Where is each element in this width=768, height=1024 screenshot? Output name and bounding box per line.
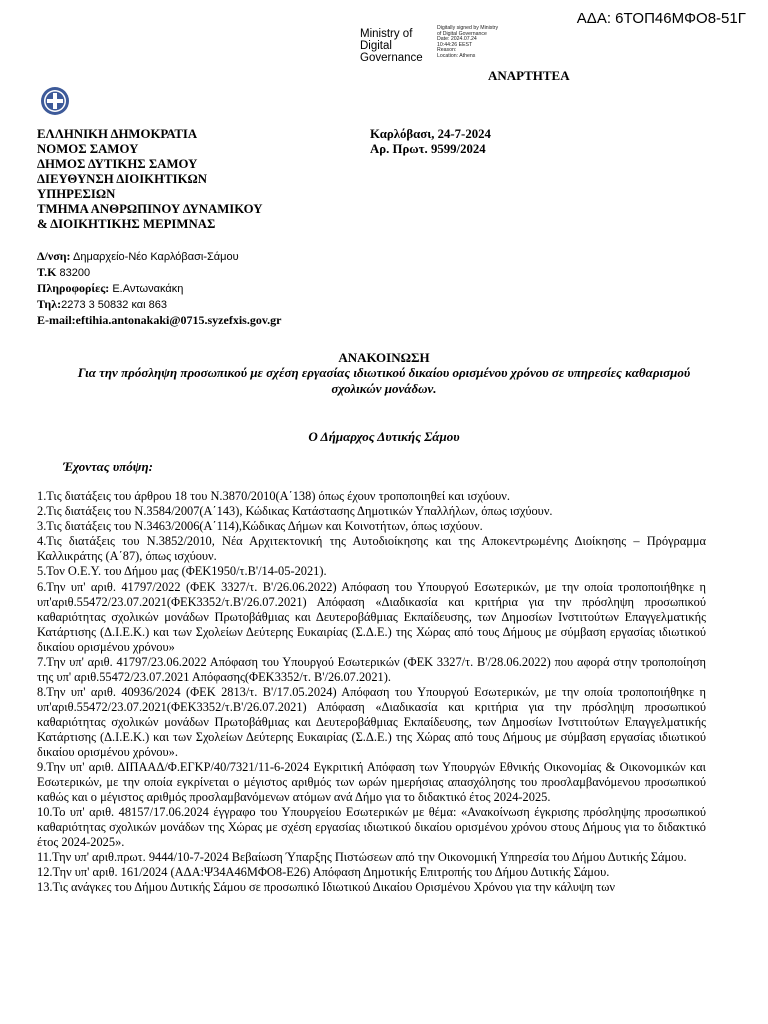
digital-signature: Digitally signed by Ministry of Digital Governance Date: 2024.07.24 10:44:26 EEST Reason: Location: Athens	[437, 25, 499, 59]
considering-heading: Έχοντας υπόψη:	[63, 459, 153, 474]
ministry-logo-text: Ministry of Digital Governance	[360, 28, 423, 64]
ada-code: ΑΔΑ: 6ΤΟΠ46ΜΦΟ8-51Γ	[576, 10, 746, 27]
publication-label: ΑΝΑΡΤΗΤΕΑ	[488, 68, 570, 83]
list-item: 7.Την υπ' αριθ. 41797/23.06.2022 Απόφαση του Υπουργού Εσωτερικών (ΦΕΚ 3327/τ. Β'/28.06.2022) που αφορά στην τροποποίηση της υπ' αριθ.55472/23.07.2021 Απόφασης(ΦΕΚ3352/τ. Β'/26.07.2021).	[37, 655, 706, 684]
list-item: 12.Την υπ' αριθ. 161/2024 (ΑΔΑ:Ψ34Α46ΜΦΟ8-Ε26) Απόφαση Δημοτικής Επιτροπής του Δήμου Δυτικής Σάμου.	[37, 865, 610, 879]
list-item: 3.Τις διατάξεις του Ν.3463/2006(Α΄114),Κώδικας Δήμων και Κοινοτήτων, όπως ισχύουν.	[37, 519, 483, 533]
list-item: 6.Την υπ' αριθ. 41797/2022 (ΦΕΚ 3327/τ. Β'/26.06.2022) Απόφαση του Υπουργού Εσωτερικών, με την οποία τροποποιήθηκε η υπ'αριθ.55472/23.07.2021(ΦΕΚ3352/τ.Β'/26.07.2021) Απόφαση «Διαδικασία και κριτήρια για την πρόσληψη προσωπικού καθαριότητας σχολικών μονάδων Πρωτοβάθμιας και Δευτεροβάθμιας Εκπαίδευσης, των Δημοσίων Ινστιτούτων Επαγγελματικής Κατάρτισης (Δ.Ι.Ε.Κ.) και των Σχολείων Δεύτερης Ευκαιρίας (Σ.Δ.Ε.) της Χώρας από τους Δήμους με σύμβαση εργασίας ιδιωτικού δικαίου ορισμένου χρόνου»	[37, 580, 706, 654]
list-item: 13.Τις ανάγκες του Δήμου Δυτικής Σάμου σε προσωπικό Ιδιωτικού Δικαίου Ορισμένου Χρόνου για την κάλυψη των	[37, 880, 615, 894]
considerations-list	[37, 489, 706, 895]
list-item: 2.Τις διατάξεις του Ν.3584/2007(Α΄143), Κώδικας Κατάστασης Δημοτικών Υπαλλήλων, όπως ισχύουν.	[37, 504, 553, 518]
contact-details: Δ/νση: Δημαρχείο-Νέο Καρλόβασι-Σάμου Τ.Κ 83200 Πληροφορίες: Ε.Αντωνακάκη Τηλ:2273 3 50832 και 863 E-mail:eftihia.antonakaki@0715.syzefxis.gov.gr	[37, 249, 282, 327]
protocol-number: Αρ. Πρωτ. 9599/2024	[370, 142, 486, 156]
document-subtitle: Για την πρόσληψη προσωπικού με σχέση εργασίας ιδιωτικού δικαίου ορισμένου χρόνου σε υπηρεσίες καθαρισμού σχολικών μονάδων.	[77, 365, 691, 396]
list-item: 8.Την υπ' αριθ. 40936/2024 (ΦΕΚ 2813/τ. Β'/17.05.2024) Απόφαση του Υπουργού Εσωτερικών, με την οποία τροποποιήθηκε η υπ'αριθ.55472/23.07.2021(ΦΕΚ3352/τ.Β'/26.07.2021) Απόφαση «Διαδικασία και κριτήρια για την πρόσληψη προσωπικού καθαριότητας σχολικών μονάδων Πρωτοβάθμιας και Δευτεροβάθμιας Εκπαίδευσης, των Δημοσίων Ινστιτούτων Επαγγελματικής Κατάρτισης (Δ.Ι.Ε.Κ.) και των Σχολείων Δεύτερης Ευκαιρίας (Σ.Δ.Ε.) της Χώρας από τους Δήμους με σύμβαση εργασίας ιδιωτικού δικαίου ορισμένου χρόνου».	[37, 685, 706, 759]
document-title: ΑΝΑΚΟΙΝΩΣΗ	[338, 350, 430, 365]
email-address: E-mail:eftihia.antonakaki@0715.syzefxis.gov.gr	[37, 313, 282, 327]
list-item: 1.Τις διατάξεις του άρθρου 18 του Ν.3870/2010(Α΄138) όπως έχουν τροποποιηθεί και ισχύουν.	[37, 489, 510, 503]
list-item: 11.Την υπ' αριθ.πρωτ. 9444/10-7-2024 Βεβαίωση Ύπαρξης Πιστώσεων από την Οικονομική Υπηρεσία του Δήμου Δυτικής Σάμου.	[37, 850, 687, 864]
issuing-authority: ΕΛΛΗΝΙΚΗ ΔΗΜΟΚΡΑΤΙΑ ΝΟΜΟΣ ΣΑΜΟΥ ΔΗΜΟΣ ΔΥΤΙΚΗΣ ΣΑΜΟΥ ΔΙΕΥΘΥΝΣΗ ΔΙΟΙΚΗΤΙΚΩΝ ΥΠΗΡΕΣΙΩΝ ΤΜΗΜΑ ΑΝΘΡΩΠΙΝΟΥ ΔΥΝΑΜΙΚΟΥ & ΔΙΟΙΚΗΤΙΚΗΣ ΜΕΡΙΜΝΑΣ	[37, 127, 263, 231]
list-item: 5.Τον Ο.Ε.Υ. του Δήμου μας (ΦΕΚ1950/τ.Β'/14-05-2021).	[37, 564, 327, 578]
list-item: 10.Το υπ' αριθ. 48157/17.06.2024 έγγραφο του Υπουργείου Εσωτερικών με θέμα: «Ανακοίνωση έγκρισης πρόσληψης προσωπικού καθαριότητας σχολικών μονάδων της Χώρας με σχέση εργασίας ιδιωτικού δικαίου ορισμένου χρόνου στους Δήμους για το διδακτικό έτος 2024-2025».	[37, 805, 706, 849]
list-item: 9.Την υπ' αριθ. ΔΙΠΑΑΔ/Φ.ΕΓΚΡ/40/7321/11-6-2024 Εγκριτική Απόφαση των Υπουργών Εθνικής Οικονομίας & Οικονομικών και Εσωτερικών, με την οποία εγκρίνεται ο μέγιστος αριθμός των ωρών ημερήσιας απασχόλησης του προσλαμβανόμενου προσωπικού καθώς και ο μέγιστος αριθμός προσλαμβανόμενων ατόμων ανά Δήμο για το διδακτικό έτος 2024-2025.	[37, 760, 706, 804]
place-date-protocol	[370, 127, 491, 157]
place-date: Καρλόβασι, 24-7-2024	[370, 127, 491, 141]
mayor-heading: Ο Δήμαρχος Δυτικής Σάμου	[308, 429, 460, 444]
list-item: 4.Τις διατάξεις του Ν.3852/2010, Νέα Αρχιτεκτονική της Αυτοδιοίκησης και της Αποκεντρωμένης Διοίκησης – Πρόγραμμα Καλλικράτης (Α΄87), όπως ισχύουν.	[37, 534, 706, 563]
greek-emblem-icon	[40, 86, 70, 116]
